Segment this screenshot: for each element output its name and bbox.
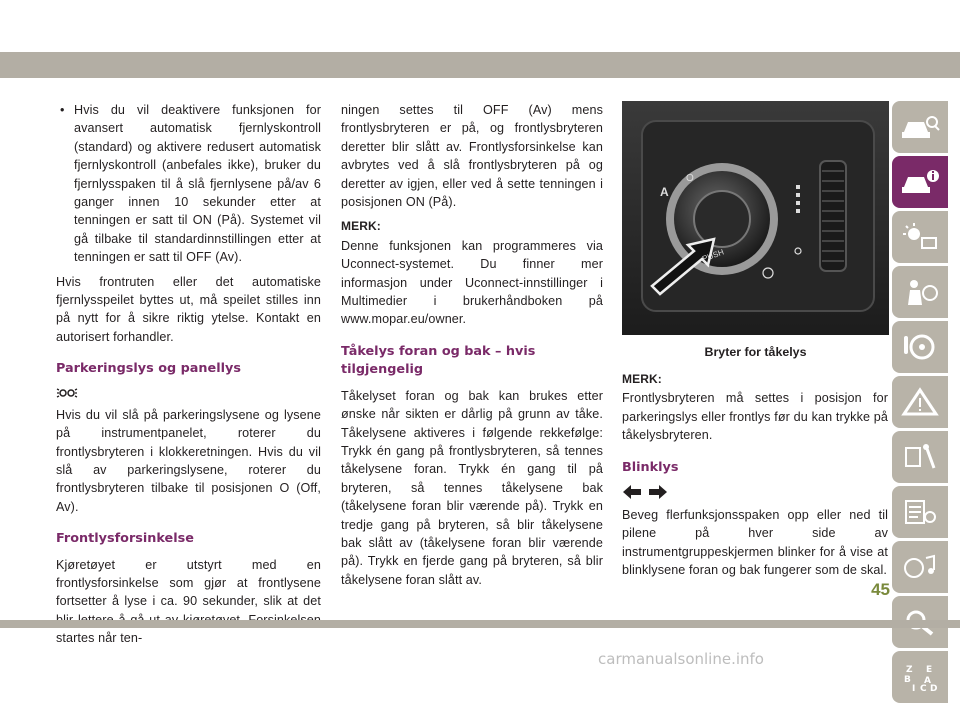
column-right xyxy=(622,370,888,586)
paragraph-mirror: Hvis frontruten eller det automatiske fjernlysspeilet byttes ut, må speilet stilles inn på nytt for å sikre riktig ytelse. Kontakt en autorisert forhandler. xyxy=(56,274,321,344)
label-o: O xyxy=(686,173,694,184)
alphabet-index-icon xyxy=(900,662,940,692)
svg-text:D: D xyxy=(930,684,938,692)
heading-parking-lights: Parkeringslys og panellys xyxy=(56,361,241,377)
column-left xyxy=(56,101,321,654)
car-info-icon xyxy=(900,167,940,197)
service-settings-icon xyxy=(900,497,940,527)
svg-text:C: C xyxy=(920,684,927,692)
tab-specifications[interactable] xyxy=(892,486,948,538)
multimedia-icon xyxy=(900,552,940,582)
tab-multimedia[interactable] xyxy=(892,541,948,593)
svg-text:A: A xyxy=(924,676,931,686)
header-band xyxy=(0,52,960,78)
chapter-tabs xyxy=(892,101,950,706)
paragraph-turn-signals: Beveg flerfunksjonsspaken opp eller ned til pilene på hver side av instrumentgruppeskjermen blinker for å vise at blinklysene foran og bak fungerer som de skal. xyxy=(622,508,888,578)
svg-text:B: B xyxy=(904,675,911,685)
watermark: carmanualsonline.info xyxy=(598,650,764,668)
car-search-icon xyxy=(900,112,940,142)
label-a: A xyxy=(660,185,669,199)
footer-band xyxy=(0,620,960,628)
tab-servicing[interactable] xyxy=(892,431,948,483)
tab-car-search[interactable] xyxy=(892,101,948,153)
note-text-right: Frontlysbryteren må settes i posisjon for parkeringslys eller frontlys før du kan trykke på tåkelysbryteren. xyxy=(622,391,888,443)
tab-car-info[interactable] xyxy=(892,156,948,208)
steering-wheel-icon xyxy=(900,332,940,362)
heading-fog-lights: Tåkelys foran og bak – hvis tilgjengelig xyxy=(341,343,536,378)
note-label: MERK: xyxy=(341,219,381,234)
dashboard-lights-icon xyxy=(900,222,940,252)
tab-dashboard-lights[interactable] xyxy=(892,211,948,263)
figure-caption: Bryter for tåkelys xyxy=(704,345,807,359)
bullet-item: • Hvis du vil deaktivere funksjonen for avansert automatisk fjernlyskontroll (standard) og aktivere redusert automatisk fjernlyskontroll (anbefales ikke), bruker du fjernlysspaken til å slå fjernlysene på/av 6 ganger innen 10 sekunder etter at tenningen er satt til ON (På). Systemet vil gå tilbake til standardinnstillingen etter at tenningen er satt til OFF (Av). xyxy=(60,103,321,265)
tab-emergency[interactable] xyxy=(892,376,948,428)
note-label-right: MERK: xyxy=(622,372,662,386)
paragraph-parking-lights: Hvis du vil slå på parkeringslysene og lysene på instrumentpanelet, roterer du frontlysbryteren i klokkeretningen. Hvis du vil slå av parkeringslysene, roterer du frontlysbryteren tilbake til posisjonen O (Off, Av). xyxy=(56,407,321,514)
note-text: Denne funksjonen kan programmeres via Uconnect-systemet. Du finner mer informasjon under Uconnect-innstillinger i Multimedier i brukerhåndboken på www.mopar.eu/owner. xyxy=(341,238,603,327)
page-number: 45 xyxy=(871,580,890,599)
fog-switch-illustration xyxy=(622,101,889,335)
turn-signal-arrows-icon xyxy=(622,484,668,500)
paragraph-delay-continued: ningen settes til OFF (Av) mens frontlysbryteren er på, og frontlysbryteren deretter blir slått av. Frontlysforsinkelse kan avbrytes ved å slå frontlysbryteren på og deretter av igjen, eller ved å sette tenningen i posisjonen ON (På). xyxy=(341,103,603,210)
paragraph-headlight-delay: Kjøretøyet er utstyrt med en frontlysforsinkelse som gjør at frontlysene fortsetter å lyse i ca. 90 sekunder, slik at det startes når ten- xyxy=(56,557,321,646)
warning-triangle-icon xyxy=(900,387,940,417)
paragraph-fog-lights: Tåkelyset foran og bak kan brukes etter ønske når sikten er dårlig på grunn av tåke. Tåkelysene aktiveres i følgende rekkefølge: Trykk én gang på frontlysbryteren, så tennes tåkelysene foran. Trykk én gang til på bryteren, så tennes tåkelysene bak (tåkelysene foran blir værende på). Trykk en tredje gang på bryteren, så blir tåkelysene bak slått av (tåkelysene foran blir værende på). Trykk en fjerde gang på bryteren, så blir tåkelysene foran slått av. xyxy=(341,388,603,587)
bullet-text: Hvis du vil deaktivere funksjonen for avansert automatisk fjernlyskontroll (standard) og aktivere redusert automatisk fjernlyskontroll (anbefales ikke), bruker du fjernlysspaken til å slå fjernlysene på/av 6 ganger innen 10 sekunder etter at tenningen er satt til ON (På). Systemet vil gå tilbake til standardinnstillingen etter at tenningen er satt til OFF (Av). xyxy=(74,103,321,265)
tab-index[interactable] xyxy=(892,651,948,703)
tab-safety[interactable] xyxy=(892,266,948,318)
fog-light-switch-photo xyxy=(622,101,889,335)
svg-text:E: E xyxy=(926,665,933,675)
parking-light-indicator-icon xyxy=(56,386,78,400)
label-push: PUSH xyxy=(701,247,726,264)
column-middle xyxy=(341,101,603,595)
heading-headlight-delay: Frontlysforsinkelse xyxy=(56,531,194,547)
airbag-person-icon xyxy=(900,277,940,307)
svg-text:I: I xyxy=(912,684,916,692)
svg-text:Z: Z xyxy=(906,665,913,675)
heading-turn-signals: Blinklys xyxy=(622,459,679,475)
tab-driving[interactable] xyxy=(892,321,948,373)
tools-icon xyxy=(900,442,940,472)
